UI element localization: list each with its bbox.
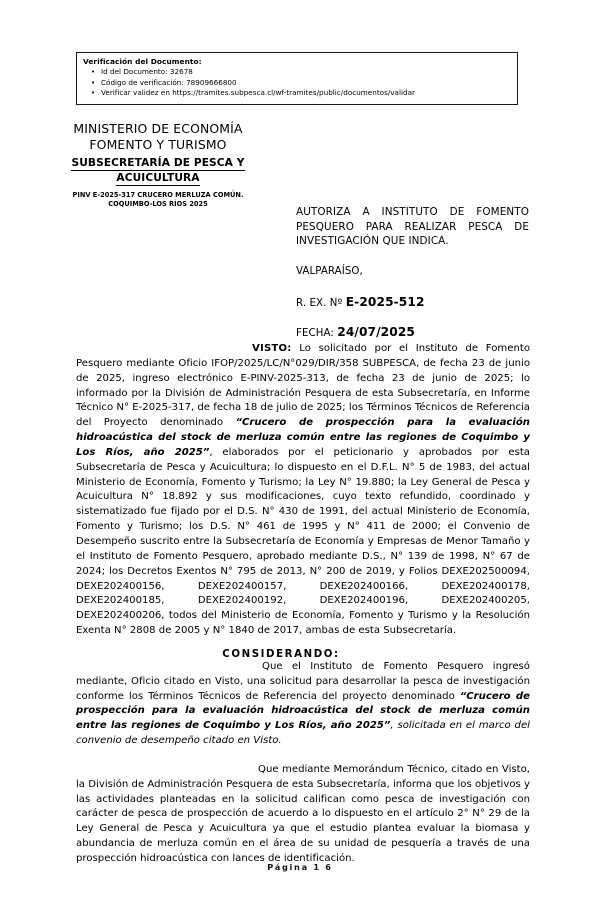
document-subject: AUTORIZA A INSTITUTO DE FOMENTO PESQUERO PARA REALIZAR PESCA DE INVESTIGACIÓN QUE INDICA. (296, 206, 529, 248)
paragraph-visto (76, 342, 530, 639)
project-reference-line-2: COQUIMBO-LOS RÍOS 2025 (108, 200, 208, 208)
subsecretaria-line-2: ACUICULTURA (116, 172, 200, 184)
document-body (76, 342, 530, 867)
verification-item-document-id (91, 67, 512, 78)
project-reference-line-1: PINV E-2025-317 CRUCERO MERLUZA COMÚN. (72, 191, 244, 199)
ministry-name-line-1: MINISTERIO DE ECONOMÍA (73, 121, 243, 136)
visto-text-part-2: , elaborados por el peticionario y aprobados por esta Subsecretaría de Pesca y Acuicultura; lo dispuesto en el D.F.L. N° 5 de 1983, del actual Ministerio de Economía, Fomento y Turismo; la Ley N° 19.880; la Ley General de Pesca y Acuicultura N° 18.892 y sus modificaciones, cuyo texto refundido, coordinado y sistematizado fue fijado por el D.S. N° 430 de 1991, del actual Ministerio de Economía, Fomento y Turismo; los D.S. N° 461 de 1995 y N° 411 de 2000; el Convenio de Desempeño suscrito entre la Subsecretaría de Economía y Empresas de Menor Tamaño y el Instituto de Fomento Pesquero, aprobado mediante D.S., N° 139 de 1998, N° 67 de 2024; los Decretos Exentos N° 795 de 2013, N° 200 de 2019, y Folios DEXE202500094, DEXE202400156, DEXE202400157, DEXE202400166, DEXE202400178, DEXE202400185, DEXE202400192, DEXE202400196, DEXE202400205, DEXE202400206, todos del Ministerio de Economía, Fomento y Turismo y la Resolución Exenta N° 2808 de 2005 y N° 1840 de 2017, ambas de esta Subsecretaría. (76, 446, 530, 637)
paragraph-considerando-2: Que mediante Memorándum Técnico, citado en Visto, la División de Administración Pesquera de esta Subsecretaría, informa que los objetivos y las actividades planteadas en la solicitud califican como pesca de investigación con carácter de pesca de prospección de acuerdo a lo dispuesto en el artículo 2° N° 29 de la Ley General de Pesca y Acuicultura ya que el estudio plantea evaluar la biomasa y abundancia de merluza común en el área de su unidad de pesquería a través de una prospección hidroacústica con lances de identificación. (76, 763, 530, 864)
considerando-1-project-title: “Crucero de prospección para la evaluación hidroacústica del stock de merluza común entre las regiones de Coquimbo y Los Ríos, año 2025” (76, 690, 530, 732)
resolution-number-value: E-2025-512 (345, 294, 425, 309)
page-footer: Página 1 6 (267, 862, 333, 872)
resolution-date-label: FECHA: (296, 327, 334, 339)
resolution-header-block (296, 205, 529, 341)
verification-item-text: Verificar validez en https://tramites.subpesca.cl/wf-tramites/public/documentos/validar (101, 88, 416, 97)
document-verification-box (76, 52, 518, 105)
verification-title: Verificación del Documento: (83, 57, 202, 66)
verification-item-text: Código de verificación: 78909666800 (101, 77, 237, 87)
resolution-date-value: 24/07/2025 (337, 324, 415, 339)
considerando-1-part-1: Que el Instituto de Fomento Pesquero ingresó mediante, Oficio citado en Visto, una solicitud para desarrollar la pesca de investigación conforme los Términos Técnicos de Referencia del proyecto denominado (76, 660, 530, 702)
paragraph-considerando-1 (76, 660, 530, 749)
verification-item-url (91, 88, 512, 99)
resolution-number-label: R. EX. Nº (296, 297, 343, 309)
considerando-heading: CONSIDERANDO: (222, 648, 340, 660)
considerando-1-part-2: , solicitada en el marco del convenio de desempeño citado en Visto. (76, 720, 530, 747)
project-reference (32, 191, 284, 209)
verification-list (83, 67, 512, 99)
visto-text-part-1: Lo solicitado por el Instituto de Fomento Pesquero mediante Oficio IFOP/2025/LC/N°029/DIR/358 SUBPESCA, de fecha 23 de junio de 2025, ingreso electrónico E-PINV-2025-313, de fecha 23 de junio de 2025; lo informado por la División de Administración Pesquera de esta Subsecretaría, en Informe Técnico N° E-2025-317, de fecha 18 de julio de 2025; los Términos Técnicos de Referencia del Proyecto denominado (76, 343, 530, 429)
verification-item-text: Id del Documento: 32678 (101, 67, 193, 76)
visto-label: VISTO: (252, 343, 292, 354)
letterhead (32, 121, 284, 209)
visto-project-title: “Crucero de prospección para la evaluación hidroacústica del stock de merluza común entre las regiones de Coquimbo y Los Ríos, año 2025” (76, 417, 530, 458)
ministry-name-line-2: FOMENTO Y TURISMO (89, 136, 227, 152)
subsecretaria-line-1: SUBSECRETARÍA DE PESCA Y (71, 157, 245, 169)
bullet-icon: • (91, 78, 96, 87)
bullet-icon: • (91, 68, 96, 76)
subsecretaria-name (32, 156, 284, 186)
bullet-icon: • (91, 89, 96, 97)
resolution-number-line (296, 295, 529, 311)
resolution-date-line (296, 325, 529, 341)
city-line: VALPARAÍSO, (296, 265, 363, 277)
verification-item-code (91, 77, 512, 89)
